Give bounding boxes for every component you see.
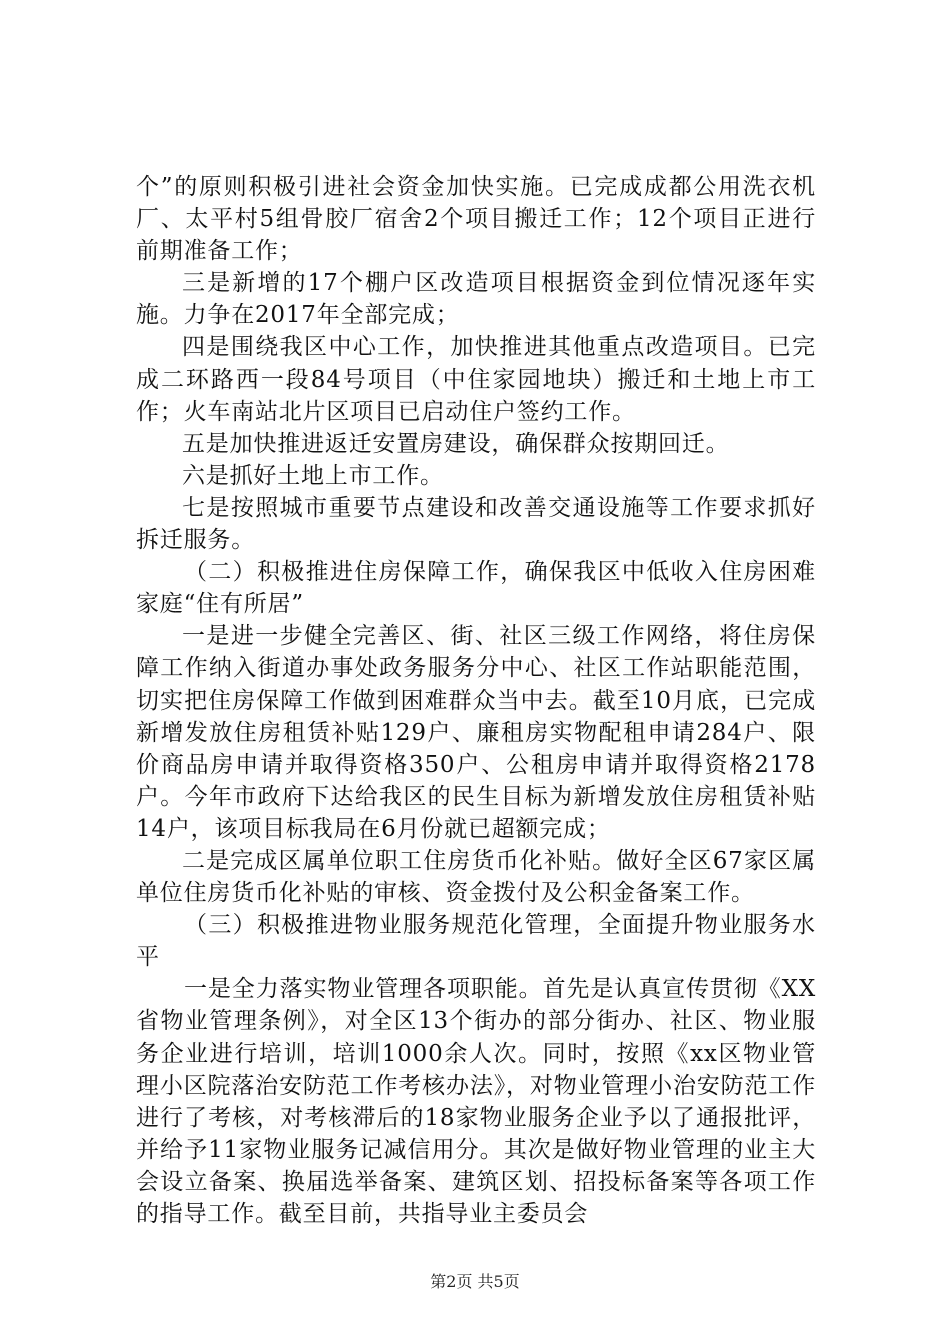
paragraph-property-one: 一是全力落实物业管理各项职能。首先是认真宣传贯彻《XX省物业管理条例》，对全区13个街办的部分街办、社区、物业服务企业进行培训，培训1000余人次。同时，按照《xx区物业管理小区院落治安防范工作考核办法》，对物业管理小治安防范工作进行了考核，对考核滞后的18家物业服务企业予以了通报批评，并给予11家物业服务记减信用分。其次是做好物业管理的业主大会设立备案、换届选举备案、建筑区划、招投标备案等各项工作的指导工作。截至目前，共指导业主委员会 <box>136 976 816 1227</box>
paragraph-continuation: 个”的原则积极引进社会资金加快实施。已完成成都公用洗衣机厂、太平村5组骨胶厂宿舍2个项目搬迁工作；12个项目正进行前期准备工作； <box>136 174 816 265</box>
paragraph-item-seven: 七是按照城市重要节点建设和改善交通设施等工作要求抓好拆迁服务。 <box>136 494 816 554</box>
page-footer: 第2页 共5页 <box>430 1272 520 1291</box>
paragraph-item-six: 六是抓好土地上市工作。 <box>182 462 444 489</box>
paragraph-housing-one: 一是进一步健全完善区、街、社区三级工作网络，将住房保障工作纳入街道办事处政务服务分中心、社区工作站职能范围，切实把住房保障工作做到困难群众当中去。截至10月底，已完成新增发放住房租赁补贴129户、廉租房实物配租申请284户、限价商品房申请并取得资格350户、公租房申请并取得资格2178户。今年市政府下达给我区的民生目标为新增发放住房租赁补贴14户，该项目标我局在6月份就已超额完成； <box>136 623 816 842</box>
paragraph-housing-two: 二是完成区属单位职工住房货币化补贴。做好全区67家区属单位住房货币化补贴的审核、资金拨付及公积金备案工作。 <box>136 847 816 907</box>
paragraph-item-three: 三是新增的17个棚户区改造项目根据资金到位情况逐年实施。力争在2017年全部完成； <box>136 270 816 329</box>
document-body <box>136 171 816 1230</box>
paragraph-item-four: 四是围绕我区中心工作，加快推进其他重点改造项目。已完成二环路西一段84号项目（中住家园地块）搬迁和土地上市工作；火车南站北片区项目已启动住户签约工作。 <box>136 334 816 425</box>
paragraph-item-five: 五是加快推进返迁安置房建设，确保群众按期回迁。 <box>182 430 730 457</box>
section-heading-two: （二）积极推进住房保障工作，确保我区中低收入住房困难家庭“住有所居” <box>136 559 816 618</box>
section-heading-three: （三）积极推进物业服务规范化管理，全面提升物业服务水平 <box>136 912 816 971</box>
